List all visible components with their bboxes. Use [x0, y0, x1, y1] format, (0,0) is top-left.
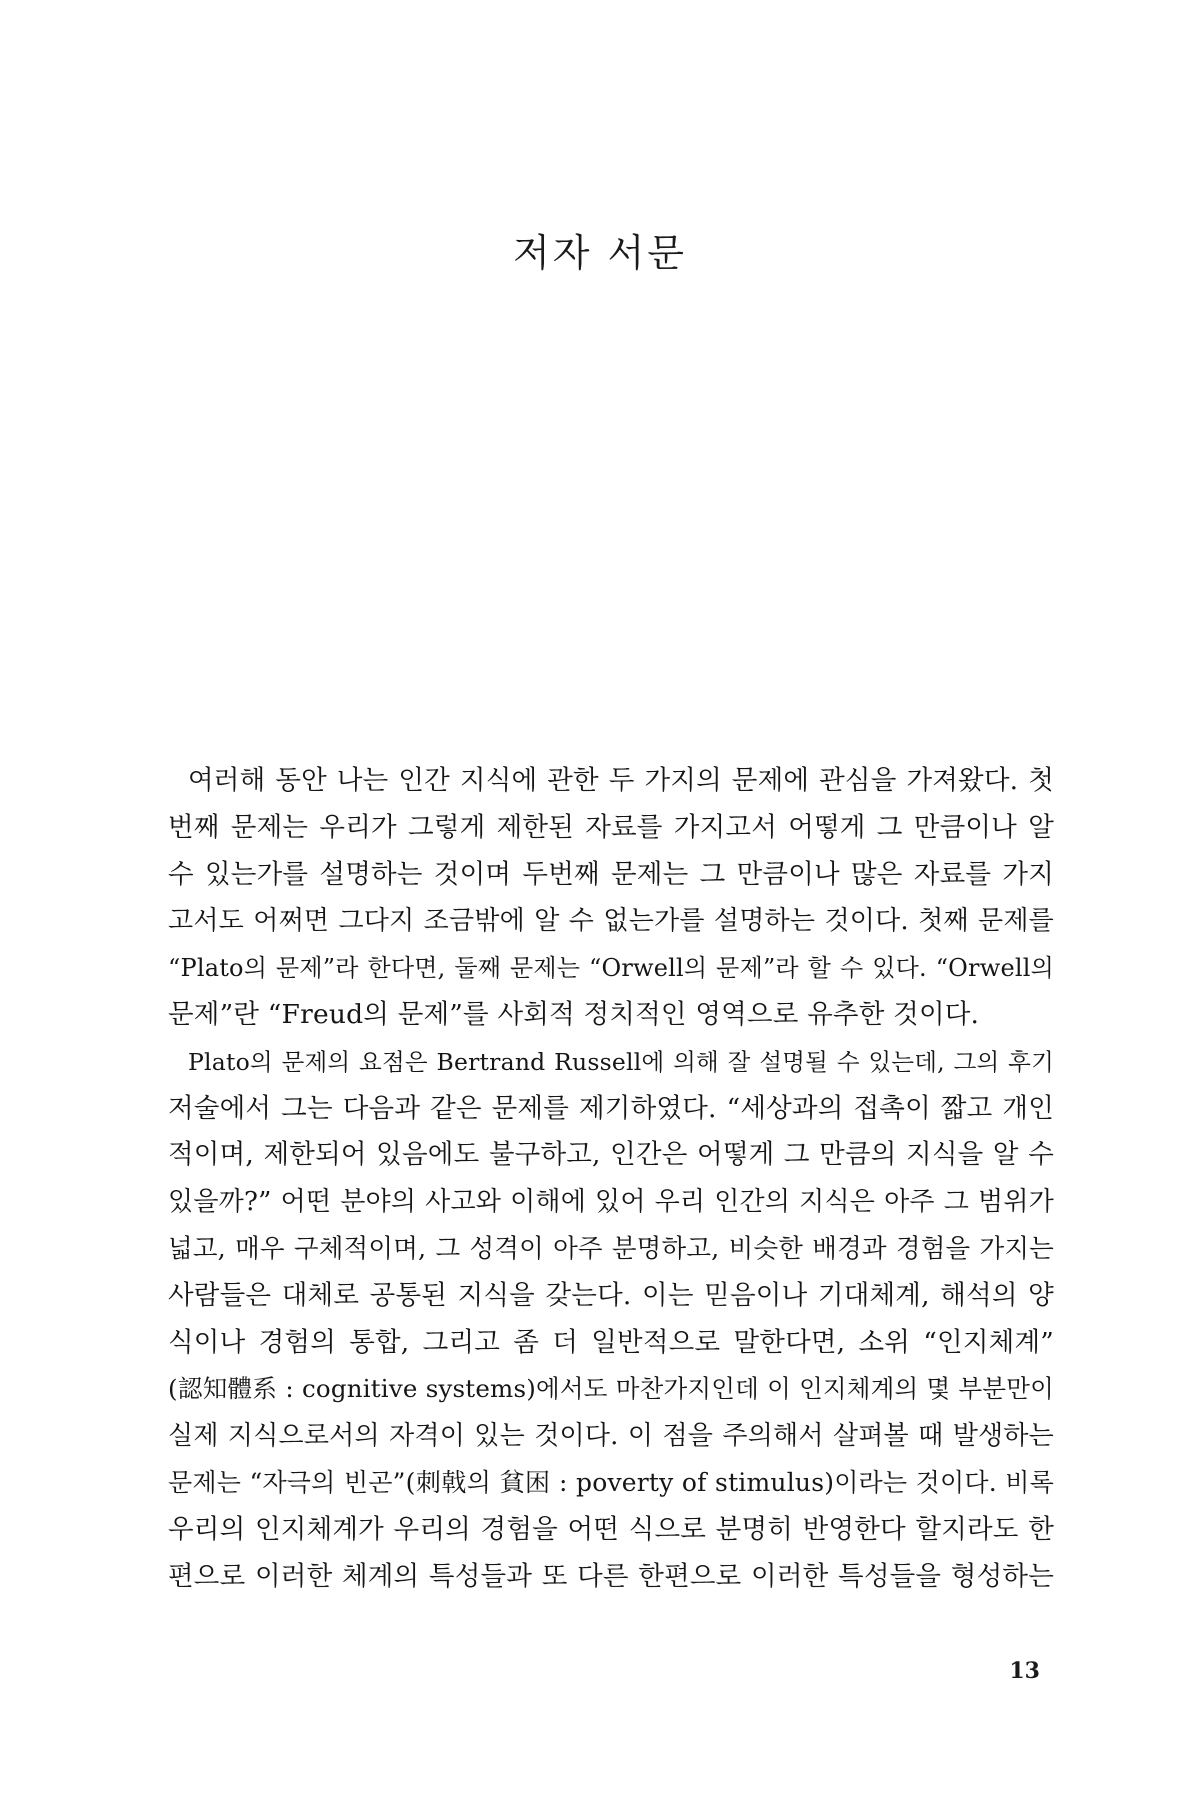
text-line: 사람들은 대체로 공통된 지식을 갖는다. 이는 믿음이나 기대체계, 해석의 양 [168, 1279, 1054, 1311]
body-text [168, 758, 1054, 1600]
text-line: (認知體系 : cognitive systems)에서도 마찬가지인데 이 인지체계의 몇 부분만이 [168, 1374, 1054, 1404]
text-line: 문제는 “자극의 빈곤”(刺戟의 貧困 : poverty of stimulus)이라는 것이다. 비록 [168, 1467, 1054, 1497]
text-line: 저술에서 그는 다음과 같은 문제를 제기하였다. “세상과의 접촉이 짧고 개인 [168, 1092, 1054, 1124]
text-line: “Plato의 문제”라 한다면, 둘째 문제는 “Orwell의 문제”라 할 수 있다. “Orwell의 [168, 954, 1054, 983]
text-line: 편으로 이러한 체계의 특성들과 또 다른 한편으로 이러한 특성들을 형성하는 [168, 1560, 1054, 1592]
page-number: 13 [1009, 1658, 1040, 1684]
text-line: 문제”란 “Freud의 문제”를 사회적 정치적인 영역으로 유추한 것이다. [168, 998, 980, 1030]
text-line: 실제 지식으로서의 자격이 있는 것이다. 이 점을 주의해서 살펴볼 때 발생하는 [168, 1421, 1054, 1452]
text-line: 있을까?” 어떤 분야의 사고와 이해에 있어 우리 인간의 지식은 아주 그 범위가 [168, 1187, 1054, 1218]
text-line: 적이며, 제한되어 있음에도 불구하고, 인간은 어떻게 그 만큼의 지식을 알 수 [168, 1139, 1054, 1171]
text-line: Plato의 문제의 요점은 Bertrand Russell에 의해 잘 설명될 수 있는데, 그의 후기 [188, 1047, 1054, 1076]
text-line: 번째 문제는 우리가 그렇게 제한된 자료를 가지고서 어떻게 그 만큼이나 알 [168, 811, 1054, 843]
text-line: 식이나 경험의 통합, 그리고 좀 더 일반적으로 말한다면, 소위 “인지체계” [168, 1326, 1054, 1358]
text-line: 고서도 어쩌면 그다지 조금밖에 알 수 없는가를 설명하는 것이다. 첫째 문제를 [168, 906, 1054, 937]
text-line: 수 있는가를 설명하는 것이며 두번째 문제는 그 만큼이나 많은 자료를 가지 [168, 858, 1054, 890]
text-line: 여러해 동안 나는 인간 지식에 관한 두 가지의 문제에 관심을 가져왔다. 첫 [188, 765, 1054, 796]
page-title: 저자 서문 [513, 231, 687, 275]
text-line: 우리의 인지체계가 우리의 경험을 어떤 식으로 분명히 반영한다 할지라도 한 [168, 1513, 1054, 1545]
text-line: 넓고, 매우 구체적이며, 그 성격이 아주 분명하고, 비슷한 배경과 경험을 가지는 [168, 1233, 1054, 1264]
